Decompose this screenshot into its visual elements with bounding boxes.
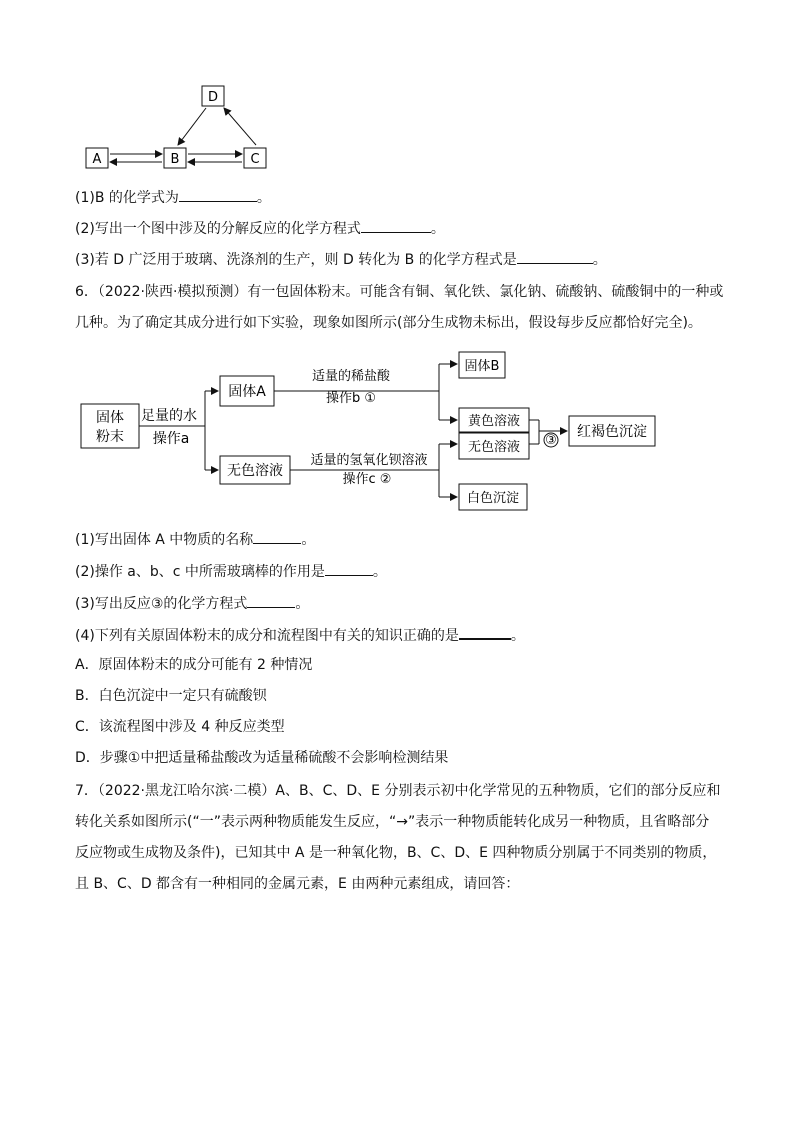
- q5-part3-text: (3)若 D 广泛用于玻璃、洗涤剂的生产，则 D 转化为 B 的化学方程式是: [75, 252, 517, 268]
- q7-stem-line1: 7．（2022·黑龙江哈尔滨·二模）A、B、C、D、E 分别表示初中化学常见的五种物质，它们的部分反应和: [75, 783, 721, 799]
- q6-option-b[interactable]: B．白色沉淀中一定只有硫酸钡: [75, 688, 267, 704]
- label-baoh2: 适量的氢氧化钡溶液: [310, 453, 428, 468]
- q5-part3-blank[interactable]: [517, 249, 593, 264]
- q6-part1-end: 。: [301, 532, 316, 548]
- label-start-line1: 固体: [96, 410, 124, 426]
- label-start-line2: 粉末: [96, 429, 124, 445]
- abcd-relation-diagram: [80, 80, 280, 175]
- node-a-label: A: [92, 152, 102, 167]
- q7-stem-line4: 且 B、C、D 都含有一种相同的金属元素，E 由两种元素组成，请回答：: [75, 876, 520, 892]
- label-hcl: 适量的稀盐酸: [311, 369, 391, 384]
- arrow-d-to-b: [178, 108, 206, 145]
- label-colorless-solution-2: 无色溶液: [467, 440, 521, 455]
- q5-part1-text: (1)B 的化学式为: [75, 190, 179, 206]
- label-yellow-solution: 黄色溶液: [467, 414, 521, 429]
- label-step3: ③: [545, 433, 557, 448]
- q6-part1: [75, 529, 315, 550]
- q6-option-a[interactable]: A．原固体粉末的成分可能有 2 种情况: [75, 657, 313, 673]
- node-c-label: C: [250, 152, 260, 167]
- q6-part3: [75, 593, 309, 614]
- q5-part2-blank[interactable]: [361, 218, 431, 233]
- q5-part2: [75, 218, 445, 239]
- q6-option-c[interactable]: C．该流程图中涉及 4 种反应类型: [75, 719, 285, 735]
- q6-part4: [75, 624, 525, 646]
- q6-part2-text: (2)操作 a、b、c 中所需玻璃棒的作用是: [75, 564, 325, 580]
- label-solid-b: 固体B: [464, 359, 500, 374]
- q6-part1-text: (1)写出固体 A 中物质的名称: [75, 532, 254, 548]
- q6-stem-line2: 几种。为了确定其成分进行如下实验，现象如图所示(部分生成物未标出，假设每步反应都恰好完全)。: [75, 315, 702, 331]
- q6-part3-end: 。: [295, 596, 310, 612]
- label-colorless-solution: 无色溶液: [227, 463, 283, 479]
- arrow-c-to-d: [224, 108, 256, 145]
- q6-stem-line1: 6．（2022·陕西·模拟预测）有一包固体粉末。可能含有铜、氧化铁、氯化钠、硫酸钠、硫酸铜中的一种或: [75, 284, 724, 300]
- q5-part3: [75, 249, 607, 270]
- q6-option-d[interactable]: D．步骤①中把适量稀盐酸改为适量稀硫酸不会影响检测结果: [75, 750, 449, 766]
- q5-part1-blank[interactable]: [179, 187, 257, 202]
- label-op-b: 操作b ①: [325, 391, 377, 406]
- q6-part2: [75, 561, 387, 582]
- label-red-brown-ppt: 红褐色沉淀: [577, 424, 647, 440]
- q6-part4-text: (4)下列有关原固体粉末的成分和流程图中有关的知识正确的是: [75, 628, 459, 644]
- q6-part2-end: 。: [372, 564, 387, 580]
- q5-part1-end: 。: [256, 190, 271, 206]
- label-solid-a: 固体A: [228, 384, 266, 400]
- q6-part4-blank[interactable]: [459, 624, 511, 640]
- node-d-label: D: [207, 90, 219, 105]
- q6-part1-blank[interactable]: [253, 529, 301, 544]
- node-b-label: B: [170, 152, 180, 167]
- label-op-a: 操作a: [152, 431, 190, 447]
- q6-part4-end: 。: [510, 628, 525, 644]
- q5-part1: [75, 187, 271, 208]
- q6-flowchart: [75, 340, 665, 520]
- q7-stem-line2: 转化关系如图所示(“一”表示两种物质能发生反应，“→”表示一种物质能转化成另一种物质，且省略部分: [75, 814, 710, 830]
- label-op-c: 操作c ②: [342, 472, 392, 487]
- q7-stem-line3: 反应物或生成物及条件)，已知其中 A 是一种氧化物，B、C、D、E 四种物质分别属于不同类别的物质，: [75, 845, 717, 861]
- q6-part2-blank[interactable]: [325, 561, 373, 576]
- q6-part3-text: (3)写出反应③的化学方程式: [75, 596, 248, 612]
- q5-part2-text: (2)写出一个图中涉及的分解反应的化学方程式: [75, 221, 361, 237]
- label-water: 足量的水: [141, 408, 197, 424]
- label-white-ppt: 白色沉淀: [466, 491, 520, 506]
- q5-part3-end: 。: [592, 252, 607, 268]
- q6-part3-blank[interactable]: [247, 593, 295, 608]
- q5-part2-end: 。: [430, 221, 445, 237]
